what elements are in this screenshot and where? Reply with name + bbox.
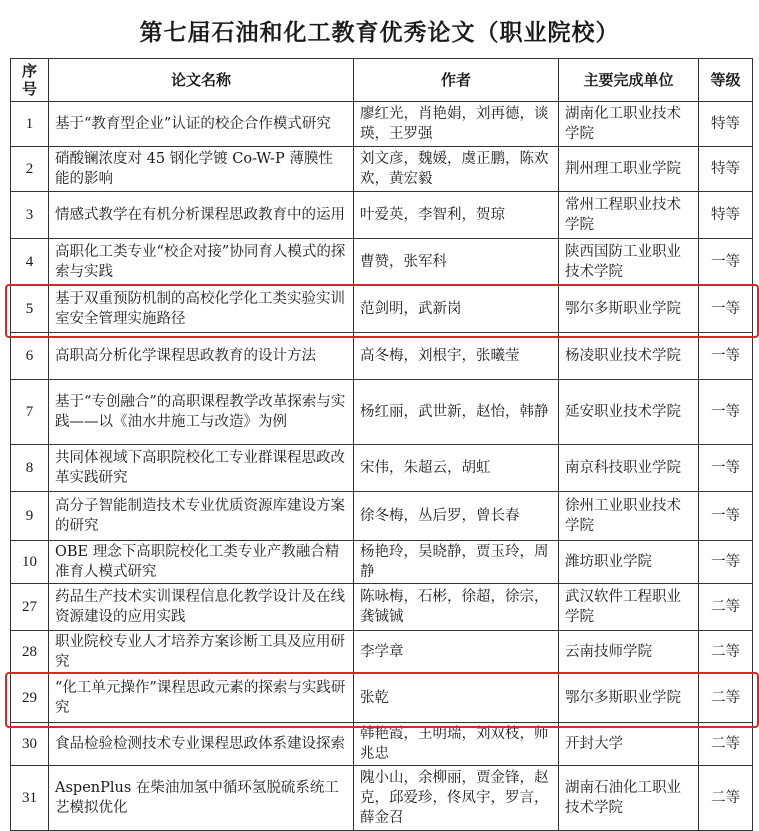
table-row	[11, 333, 753, 380]
cell-seq: 7	[11, 380, 49, 445]
cell-unit: 武汉软件工程职业学院	[559, 584, 699, 631]
header-author: 作者	[354, 59, 559, 102]
awards-table	[10, 58, 753, 831]
header-row	[11, 59, 753, 102]
cell-authors: 韩艳霞，王明瑞，刘双枝，师兆忠	[354, 723, 559, 766]
cell-seq: 2	[11, 147, 49, 192]
cell-level: 特等	[699, 147, 753, 192]
cell-unit: 延安职业技术学院	[559, 380, 699, 445]
cell-level: 一等	[699, 239, 753, 286]
cell-paper-title: 食品检验检测技术专业课程思政体系建设探索	[49, 723, 354, 766]
header-paper: 论文名称	[49, 59, 354, 102]
cell-seq: 28	[11, 631, 49, 674]
cell-unit: 云南技师学院	[559, 631, 699, 674]
cell-level: 一等	[699, 333, 753, 380]
cell-paper-title: 高职高分析化学课程思政教育的设计方法	[49, 333, 354, 380]
cell-unit: 湖南化工职业技术学院	[559, 102, 699, 147]
cell-authors: 杨艳玲，吴晓静，贾玉玲，周静	[354, 541, 559, 584]
cell-seq: 6	[11, 333, 49, 380]
cell-level: 一等	[699, 286, 753, 333]
cell-authors: 徐冬梅，丛后罗，曾长春	[354, 492, 559, 541]
cell-seq: 10	[11, 541, 49, 584]
table-row	[11, 192, 753, 239]
cell-seq: 30	[11, 723, 49, 766]
cell-seq: 5	[11, 286, 49, 333]
cell-paper-title: 药品生产技术实训课程信息化教学设计及在线资源建设的应用实践	[49, 584, 354, 631]
cell-authors: 刘文彦，魏媛，虞正鹏，陈欢欢，黄宏毅	[354, 147, 559, 192]
cell-paper-title: 基于“教育型企业”认证的校企合作模式研究	[49, 102, 354, 147]
cell-paper-title: 高职化工类专业“校企对接”协同育人模式的探索与实践	[49, 239, 354, 286]
cell-level: 二等	[699, 766, 753, 831]
cell-unit: 陕西国防工业职业技术学院	[559, 239, 699, 286]
cell-paper-title: 基于双重预防机制的高校化学化工类实验实训室安全管理实施路径	[49, 286, 354, 333]
cell-authors: 张乾	[354, 674, 559, 723]
table-row	[11, 492, 753, 541]
cell-authors: 曹赞，张军科	[354, 239, 559, 286]
cell-seq: 8	[11, 445, 49, 492]
cell-level: 一等	[699, 380, 753, 445]
cell-level: 一等	[699, 445, 753, 492]
cell-level: 一等	[699, 492, 753, 541]
cell-authors: 隗小山，余柳丽，贾金锋，赵克，邱爱珍，佟凤宇，罗言，薛金召	[354, 766, 559, 831]
cell-level: 特等	[699, 192, 753, 239]
table-row	[11, 445, 753, 492]
document-title: 第七届石油和化工教育优秀论文（职业院校）	[139, 20, 620, 46]
cell-level: 二等	[699, 631, 753, 674]
cell-authors: 杨红丽，武世新，赵怡，韩静	[354, 380, 559, 445]
cell-paper-title: 基于“专创融合”的高职课程教学改革探索与实践——以《油水井施工与改造》为例	[49, 380, 354, 445]
cell-unit: 湖南石油化工职业技术学院	[559, 766, 699, 831]
cell-paper-title: 情感式教学在有机分析课程思政教育中的运用	[49, 192, 354, 239]
header-seq: 序号	[11, 59, 49, 102]
table-row	[11, 541, 753, 584]
table-row	[11, 674, 753, 723]
cell-unit: 荆州理工职业学院	[559, 147, 699, 192]
cell-level: 一等	[699, 541, 753, 584]
cell-level: 二等	[699, 584, 753, 631]
cell-authors: 陈咏梅，石彬，徐超，徐宗，龚铖铖	[354, 584, 559, 631]
cell-unit: 潍坊职业学院	[559, 541, 699, 584]
cell-seq: 4	[11, 239, 49, 286]
cell-unit: 鄂尔多斯职业学院	[559, 674, 699, 723]
table-row	[11, 380, 753, 445]
cell-paper-title: OBE 理念下高职院校化工类专业产教融合精准育人模式研究	[49, 541, 354, 584]
cell-authors: 范剑明，武新岗	[354, 286, 559, 333]
cell-unit: 徐州工业职业技术学院	[559, 492, 699, 541]
cell-seq: 29	[11, 674, 49, 723]
cell-level: 二等	[699, 723, 753, 766]
table-row	[11, 766, 753, 831]
table-row	[11, 723, 753, 766]
cell-authors: 高冬梅，刘根宇，张曦莹	[354, 333, 559, 380]
table-row	[11, 631, 753, 674]
table-row	[11, 102, 753, 147]
cell-authors: 宋伟，朱超云，胡虹	[354, 445, 559, 492]
cell-seq: 3	[11, 192, 49, 239]
cell-authors: 廖红光，肖艳娟，刘再德，谈瑛，王罗强	[354, 102, 559, 147]
cell-level: 特等	[699, 102, 753, 147]
cell-paper-title: AspenPlus 在柴油加氢中循环氢脱硫系统工艺模拟优化	[49, 766, 354, 831]
cell-seq: 31	[11, 766, 49, 831]
cell-paper-title: “化工单元操作”课程思政元素的探索与实践研究	[49, 674, 354, 723]
table-row	[11, 286, 753, 333]
header-level: 等级	[699, 59, 753, 102]
header-unit: 主要完成单位	[559, 59, 699, 102]
cell-paper-title: 职业院校专业人才培养方案诊断工具及应用研究	[49, 631, 354, 674]
cell-unit: 常州工程职业技术学院	[559, 192, 699, 239]
cell-authors: 叶爱英，李智利，贺琼	[354, 192, 559, 239]
cell-seq: 27	[11, 584, 49, 631]
table-row	[11, 584, 753, 631]
cell-level: 二等	[699, 674, 753, 723]
cell-authors: 李学章	[354, 631, 559, 674]
cell-unit: 开封大学	[559, 723, 699, 766]
cell-paper-title: 共同体视域下高职院校化工专业群课程思政改革实践研究	[49, 445, 354, 492]
cell-seq: 9	[11, 492, 49, 541]
cell-unit: 杨凌职业技术学院	[559, 333, 699, 380]
cell-paper-title: 硝酸镧浓度对 45 钢化学镀 Co-W-P 薄膜性能的影响	[49, 147, 354, 192]
cell-unit: 南京科技职业学院	[559, 445, 699, 492]
cell-paper-title: 高分子智能制造技术专业优质资源库建设方案的研究	[49, 492, 354, 541]
table-row	[11, 147, 753, 192]
cell-unit: 鄂尔多斯职业学院	[559, 286, 699, 333]
table-row	[11, 239, 753, 286]
cell-seq: 1	[11, 102, 49, 147]
